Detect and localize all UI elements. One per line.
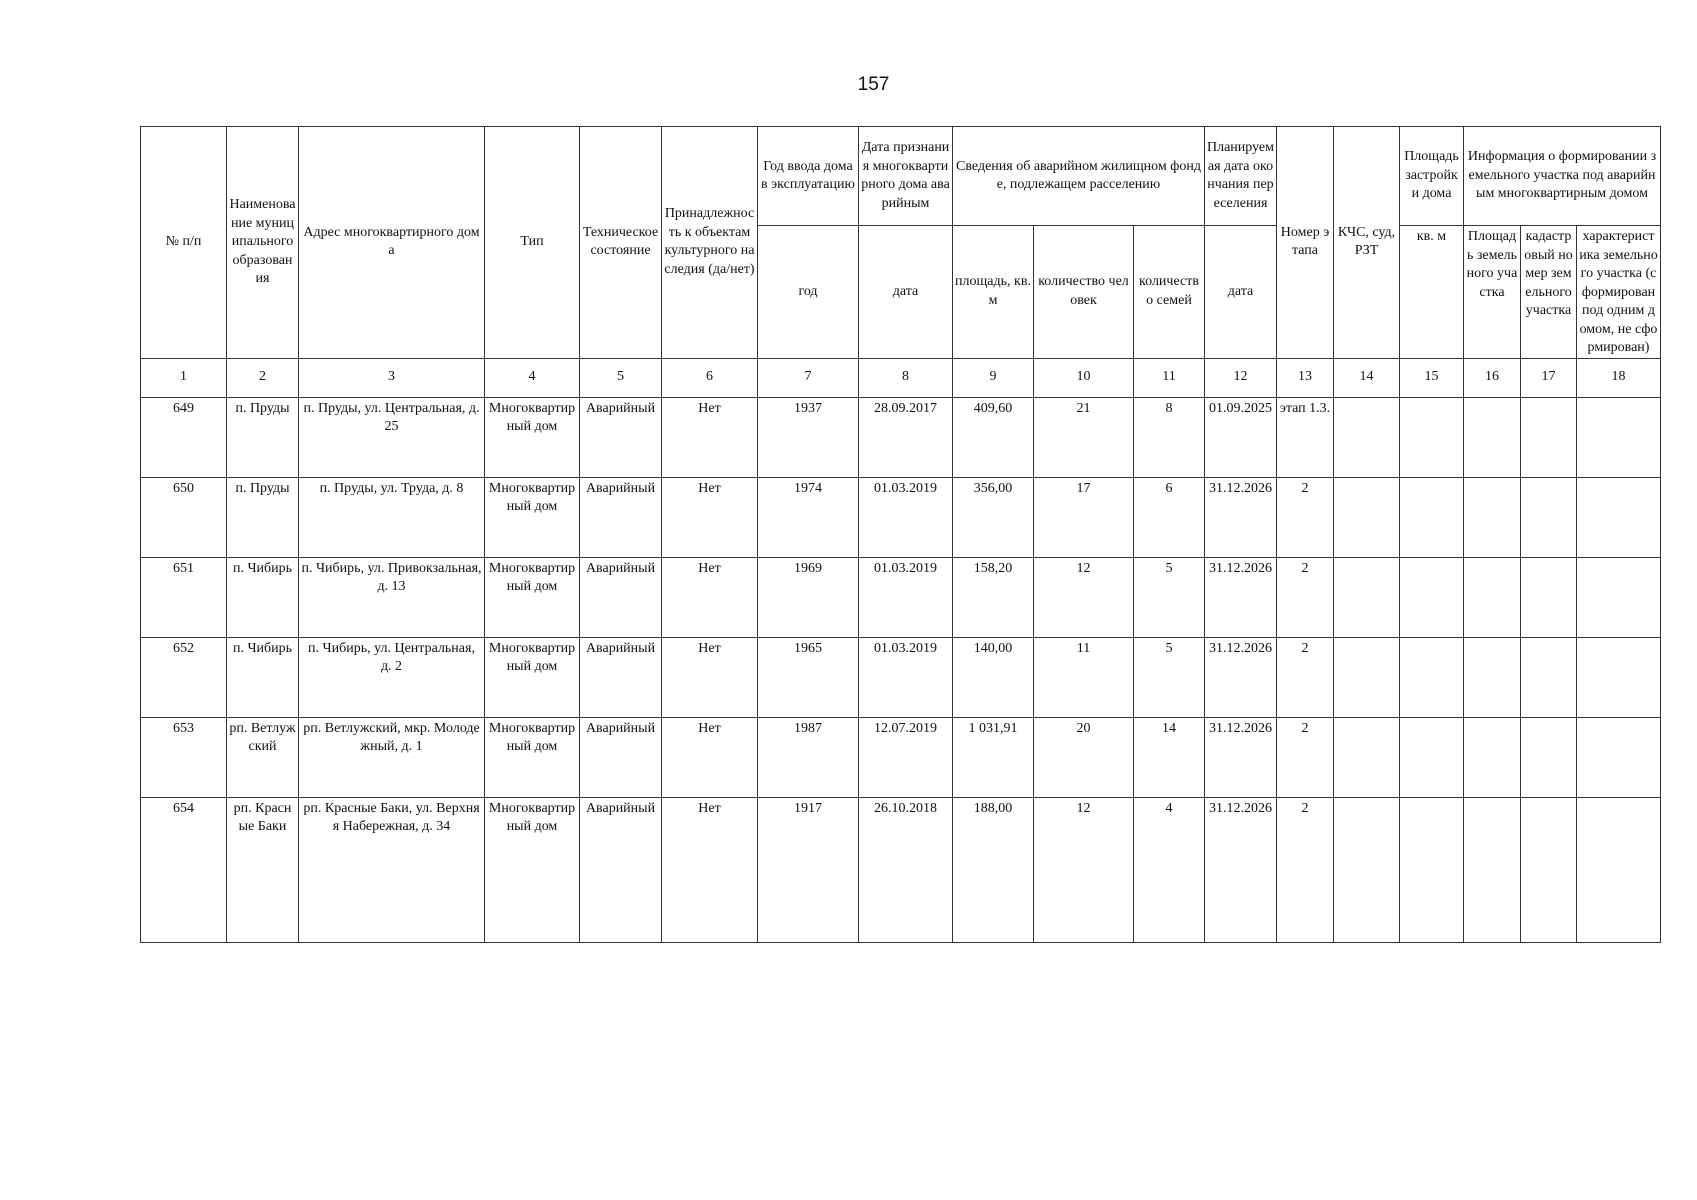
cell-cadastral bbox=[1521, 557, 1577, 637]
subheader-date: дата bbox=[859, 226, 953, 359]
cell-plan-date: 01.09.2025 bbox=[1205, 397, 1277, 477]
cell-type: Многоквартирный дом bbox=[485, 557, 580, 637]
cell-stage: 2 bbox=[1277, 637, 1334, 717]
subheader-plan-date: дата bbox=[1205, 226, 1277, 359]
cell-land-area bbox=[1464, 717, 1521, 797]
cell-date: 12.07.2019 bbox=[859, 717, 953, 797]
column-number: 16 bbox=[1464, 358, 1521, 397]
cell-area: 356,00 bbox=[953, 477, 1034, 557]
header-land-area: Площадь земельного участка bbox=[1464, 226, 1521, 359]
cell-address: п. Чибирь, ул. Центральная, д. 2 bbox=[299, 637, 485, 717]
cell-plan-date: 31.12.2026 bbox=[1205, 717, 1277, 797]
cell-heritage: Нет bbox=[662, 717, 758, 797]
cell-area: 188,00 bbox=[953, 797, 1034, 942]
cell-heritage: Нет bbox=[662, 397, 758, 477]
cell-address: рп. Ветлужский, мкр. Молодежный, д. 1 bbox=[299, 717, 485, 797]
header-number: № п/п bbox=[141, 127, 227, 359]
cell-date: 26.10.2018 bbox=[859, 797, 953, 942]
cell-land-area bbox=[1464, 797, 1521, 942]
cell-date: 01.03.2019 bbox=[859, 637, 953, 717]
cell-state: Аварийный bbox=[580, 477, 662, 557]
cell-year: 1969 bbox=[758, 557, 859, 637]
table-row bbox=[141, 477, 1661, 557]
column-number: 13 bbox=[1277, 358, 1334, 397]
header-row bbox=[141, 127, 1661, 226]
header-planned-date: Планируемая дата окончания переселения bbox=[1205, 127, 1277, 226]
cell-state: Аварийный bbox=[580, 557, 662, 637]
cell-stage: 2 bbox=[1277, 717, 1334, 797]
cell-year: 1987 bbox=[758, 717, 859, 797]
cell-num: 650 bbox=[141, 477, 227, 557]
cell-families: 8 bbox=[1134, 397, 1205, 477]
cell-land-area bbox=[1464, 557, 1521, 637]
cell-address: п. Пруды, ул. Труда, д. 8 bbox=[299, 477, 485, 557]
cell-families: 14 bbox=[1134, 717, 1205, 797]
cell-build-area bbox=[1400, 797, 1464, 942]
cell-address: п. Чибирь, ул. Привокзальная, д. 13 bbox=[299, 557, 485, 637]
column-number: 10 bbox=[1034, 358, 1134, 397]
cell-land-area bbox=[1464, 397, 1521, 477]
emergency-housing-table bbox=[140, 126, 1661, 943]
cell-cadastral bbox=[1521, 397, 1577, 477]
column-number: 8 bbox=[859, 358, 953, 397]
cell-people: 20 bbox=[1034, 717, 1134, 797]
table-row bbox=[141, 797, 1661, 942]
page-number: 157 bbox=[857, 74, 890, 95]
subheader-families: количество семей bbox=[1134, 226, 1205, 359]
cell-num: 651 bbox=[141, 557, 227, 637]
cell-municipality: п. Пруды bbox=[227, 477, 299, 557]
column-number: 5 bbox=[580, 358, 662, 397]
cell-build-area bbox=[1400, 477, 1464, 557]
cell-land-char bbox=[1577, 477, 1661, 557]
column-number: 3 bbox=[299, 358, 485, 397]
cell-people: 17 bbox=[1034, 477, 1134, 557]
header-municipality: Наименование муниципального образования bbox=[227, 127, 299, 359]
cell-families: 5 bbox=[1134, 557, 1205, 637]
cell-kchs bbox=[1334, 797, 1400, 942]
header-emergency-fund: Сведения об аварийном жилищном фонде, подлежащем расселению bbox=[953, 127, 1205, 226]
cell-people: 11 bbox=[1034, 637, 1134, 717]
cell-type: Многоквартирный дом bbox=[485, 397, 580, 477]
cell-families: 6 bbox=[1134, 477, 1205, 557]
cell-heritage: Нет bbox=[662, 477, 758, 557]
cell-families: 4 bbox=[1134, 797, 1205, 942]
cell-land-char bbox=[1577, 717, 1661, 797]
cell-state: Аварийный bbox=[580, 637, 662, 717]
cell-state: Аварийный bbox=[580, 717, 662, 797]
header-type: Тип bbox=[485, 127, 580, 359]
cell-plan-date: 31.12.2026 bbox=[1205, 557, 1277, 637]
column-number: 9 bbox=[953, 358, 1034, 397]
cell-build-area bbox=[1400, 637, 1464, 717]
cell-plan-date: 31.12.2026 bbox=[1205, 797, 1277, 942]
column-number: 15 bbox=[1400, 358, 1464, 397]
cell-land-char bbox=[1577, 637, 1661, 717]
cell-num: 653 bbox=[141, 717, 227, 797]
cell-land-char bbox=[1577, 557, 1661, 637]
cell-cadastral bbox=[1521, 477, 1577, 557]
cell-state: Аварийный bbox=[580, 797, 662, 942]
cell-area: 158,20 bbox=[953, 557, 1034, 637]
column-number: 1 bbox=[141, 358, 227, 397]
subheader-year: год bbox=[758, 226, 859, 359]
header-cadastral-number: кадастровый номер земельного участка bbox=[1521, 226, 1577, 359]
cell-address: рп. Красные Баки, ул. Верхняя Набережная, д. 34 bbox=[299, 797, 485, 942]
header-build-area: Площадь застройки дома bbox=[1400, 127, 1464, 226]
cell-address: п. Пруды, ул. Центральная, д. 25 bbox=[299, 397, 485, 477]
cell-land-area bbox=[1464, 477, 1521, 557]
cell-build-area bbox=[1400, 557, 1464, 637]
table-row bbox=[141, 557, 1661, 637]
cell-area: 1 031,91 bbox=[953, 717, 1034, 797]
cell-people: 12 bbox=[1034, 797, 1134, 942]
cell-kchs bbox=[1334, 637, 1400, 717]
table-row bbox=[141, 397, 1661, 477]
cell-build-area bbox=[1400, 717, 1464, 797]
column-number: 12 bbox=[1205, 358, 1277, 397]
cell-plan-date: 31.12.2026 bbox=[1205, 637, 1277, 717]
header-land-characteristic: характеристика земельного участка (сформирован под одним домом, не сформирован) bbox=[1577, 226, 1661, 359]
cell-date: 01.03.2019 bbox=[859, 477, 953, 557]
cell-stage: 2 bbox=[1277, 557, 1334, 637]
cell-land-char bbox=[1577, 797, 1661, 942]
table-row bbox=[141, 637, 1661, 717]
subheader-build-area-unit: кв. м bbox=[1400, 226, 1464, 359]
column-number: 14 bbox=[1334, 358, 1400, 397]
subheader-people: количество человек bbox=[1034, 226, 1134, 359]
header-heritage: Принадлежность к объектам культурного наследия (да/нет) bbox=[662, 127, 758, 359]
header-recognition-date: Дата признания многоквартирного дома аварийным bbox=[859, 127, 953, 226]
column-number: 2 bbox=[227, 358, 299, 397]
header-land-info: Информация о формировании земельного участка под аварийным многоквартирным домом bbox=[1464, 127, 1661, 226]
cell-kchs bbox=[1334, 477, 1400, 557]
header-stage: Номер этапа bbox=[1277, 127, 1334, 359]
cell-year: 1965 bbox=[758, 637, 859, 717]
cell-cadastral bbox=[1521, 797, 1577, 942]
cell-build-area bbox=[1400, 397, 1464, 477]
header-tech-state: Техническое состояние bbox=[580, 127, 662, 359]
column-number: 7 bbox=[758, 358, 859, 397]
cell-land-area bbox=[1464, 637, 1521, 717]
cell-num: 654 bbox=[141, 797, 227, 942]
cell-area: 140,00 bbox=[953, 637, 1034, 717]
cell-heritage: Нет bbox=[662, 797, 758, 942]
column-number: 4 bbox=[485, 358, 580, 397]
header-kchs: КЧС, суд, РЗТ bbox=[1334, 127, 1400, 359]
cell-num: 649 bbox=[141, 397, 227, 477]
cell-year: 1974 bbox=[758, 477, 859, 557]
cell-num: 652 bbox=[141, 637, 227, 717]
column-number: 6 bbox=[662, 358, 758, 397]
cell-stage: 2 bbox=[1277, 477, 1334, 557]
cell-people: 21 bbox=[1034, 397, 1134, 477]
cell-date: 28.09.2017 bbox=[859, 397, 953, 477]
cell-type: Многоквартирный дом bbox=[485, 637, 580, 717]
cell-type: Многоквартирный дом bbox=[485, 717, 580, 797]
cell-year: 1937 bbox=[758, 397, 859, 477]
cell-municipality: рп. Красные Баки bbox=[227, 797, 299, 942]
cell-kchs bbox=[1334, 397, 1400, 477]
cell-date: 01.03.2019 bbox=[859, 557, 953, 637]
cell-stage: этап 1.3. bbox=[1277, 397, 1334, 477]
cell-type: Многоквартирный дом bbox=[485, 477, 580, 557]
cell-people: 12 bbox=[1034, 557, 1134, 637]
header-address: Адрес многоквартирного дома bbox=[299, 127, 485, 359]
cell-cadastral bbox=[1521, 637, 1577, 717]
column-number: 17 bbox=[1521, 358, 1577, 397]
cell-plan-date: 31.12.2026 bbox=[1205, 477, 1277, 557]
cell-municipality: п. Чибирь bbox=[227, 557, 299, 637]
cell-area: 409,60 bbox=[953, 397, 1034, 477]
cell-heritage: Нет bbox=[662, 637, 758, 717]
cell-kchs bbox=[1334, 557, 1400, 637]
cell-heritage: Нет bbox=[662, 557, 758, 637]
table-row bbox=[141, 717, 1661, 797]
cell-year: 1917 bbox=[758, 797, 859, 942]
subheader-area: площадь, кв.м bbox=[953, 226, 1034, 359]
column-number: 11 bbox=[1134, 358, 1205, 397]
cell-kchs bbox=[1334, 717, 1400, 797]
cell-land-char bbox=[1577, 397, 1661, 477]
cell-families: 5 bbox=[1134, 637, 1205, 717]
column-number-row bbox=[141, 358, 1661, 397]
cell-cadastral bbox=[1521, 717, 1577, 797]
cell-municipality: п. Чибирь bbox=[227, 637, 299, 717]
cell-municipality: рп. Ветлужский bbox=[227, 717, 299, 797]
cell-municipality: п. Пруды bbox=[227, 397, 299, 477]
column-number: 18 bbox=[1577, 358, 1661, 397]
cell-type: Многоквартирный дом bbox=[485, 797, 580, 942]
cell-stage: 2 bbox=[1277, 797, 1334, 942]
cell-state: Аварийный bbox=[580, 397, 662, 477]
header-year-built: Год ввода дома в эксплуатацию bbox=[758, 127, 859, 226]
